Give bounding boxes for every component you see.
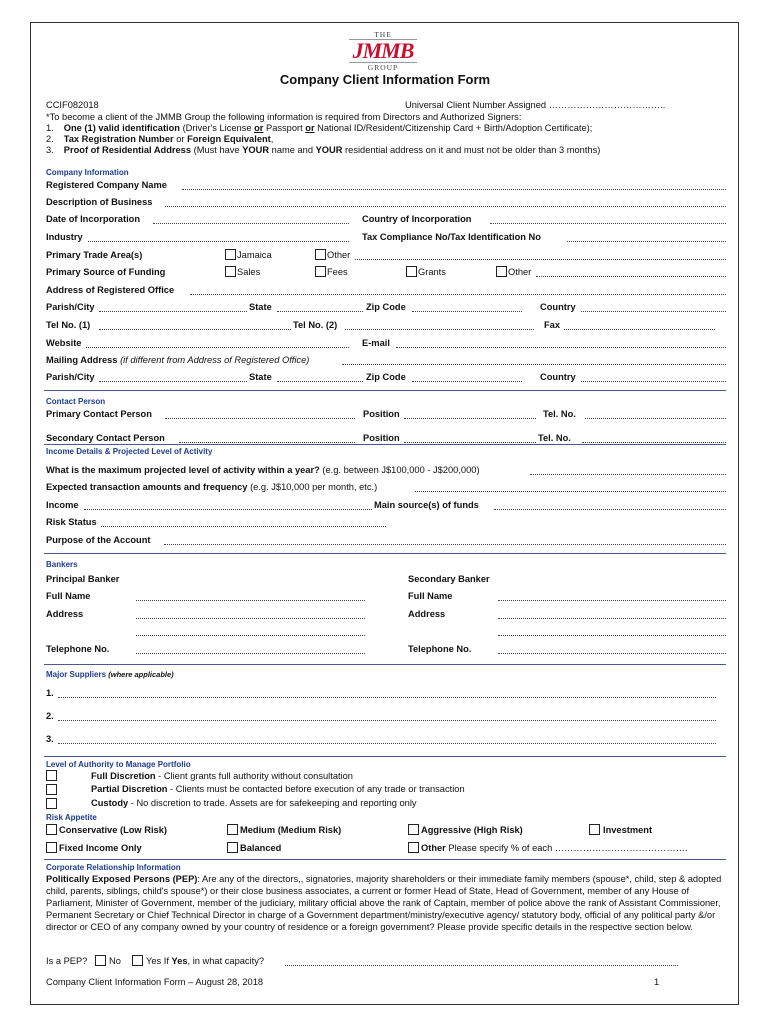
aggressive-checkbox[interactable] [408, 824, 419, 835]
risk-other-checkbox[interactable] [408, 842, 419, 853]
supplier-3-label: 3. [46, 734, 54, 744]
state-field[interactable] [277, 311, 363, 312]
secondary-address-field-2[interactable] [498, 635, 726, 636]
mailing-country-field[interactable] [581, 381, 726, 382]
description-label: Description of Business [46, 197, 153, 207]
risk-other-label: Other Please specify % of each ……………………………………. [421, 843, 688, 853]
country-incorporation-field[interactable] [490, 223, 726, 224]
sales-checkbox[interactable] [225, 266, 236, 277]
form-code: CCIF082018 [46, 100, 99, 110]
sales-label: Sales [237, 267, 261, 277]
tel1-label: Tel No. (1) [46, 320, 91, 330]
state-label: State [249, 302, 272, 312]
authority-heading: Level of Authority to Manage Portfolio [46, 760, 191, 769]
income-heading: Income Details & Projected Level of Activity [46, 447, 213, 456]
jamaica-checkbox[interactable] [225, 249, 236, 260]
supplier-2-field[interactable] [58, 720, 716, 721]
secondary-position-field[interactable] [404, 442, 536, 443]
date-incorporation-field[interactable] [153, 223, 349, 224]
country-incorporation-label: Country of Incorporation [362, 214, 472, 224]
income-field[interactable] [84, 509, 372, 510]
suppliers-heading: Major Suppliers (where applicable) [46, 670, 174, 679]
trade-areas-label: Primary Trade Area(s) [46, 250, 143, 260]
tel1-field[interactable] [99, 329, 291, 330]
industry-label: Industry [46, 232, 83, 242]
principal-full-name-label: Full Name [46, 591, 91, 601]
custody-checkbox[interactable] [46, 798, 57, 809]
secondary-contact-label: Secondary Contact Person [46, 433, 165, 443]
secondary-telephone-field[interactable] [498, 653, 726, 654]
funding-other-checkbox[interactable] [496, 266, 507, 277]
divider-contact [44, 390, 726, 391]
full-discretion-checkbox[interactable] [46, 770, 57, 781]
address-office-label: Address of Registered Office [46, 285, 175, 295]
partial-discretion-checkbox[interactable] [46, 784, 57, 795]
supplier-1-field[interactable] [58, 697, 716, 698]
investment-label: Investment [603, 825, 653, 835]
main-source-label: Main source(s) of funds [374, 500, 479, 510]
divider-bankers [44, 553, 726, 554]
mailing-address-field[interactable] [342, 364, 726, 365]
mailing-parish-label: Parish/City [46, 372, 95, 382]
secondary-tel-label: Tel. No. [538, 433, 571, 443]
registered-name-label: Registered Company Name [46, 180, 167, 190]
principal-banker-label: Principal Banker [46, 574, 120, 584]
balanced-checkbox[interactable] [227, 842, 238, 853]
supplier-1-label: 1. [46, 688, 54, 698]
max-activity-field[interactable] [530, 474, 726, 475]
primary-tel-field[interactable] [585, 418, 726, 419]
tel2-label: Tel No. (2) [293, 320, 338, 330]
jmmb-logo [341, 30, 425, 72]
description-field[interactable] [165, 206, 726, 207]
max-activity-label: What is the maximum projected level of activity within a year? (e.g. between J$100,000 - J$200,000) [46, 465, 480, 475]
full-discretion-option: Full Discretion - Client grants full authority without consultation [91, 771, 353, 781]
pep-no-checkbox[interactable] [95, 955, 106, 966]
secondary-full-name-label: Full Name [408, 591, 453, 601]
secondary-address-field[interactable] [498, 618, 726, 619]
primary-position-label: Position [363, 409, 400, 419]
main-source-field[interactable] [494, 509, 726, 510]
partial-discretion-option: Partial Discretion - Clients must be contacted before execution of any trade or transaction [91, 784, 465, 794]
principal-address-label: Address [46, 609, 84, 619]
fax-field[interactable] [564, 329, 715, 330]
principal-telephone-field[interactable] [136, 653, 365, 654]
investment-checkbox[interactable] [589, 824, 600, 835]
mailing-address-label: Mailing Address (if different from Address of Registered Office) [46, 355, 310, 365]
form-title: Company Client Information Form [279, 72, 491, 87]
primary-contact-label: Primary Contact Person [46, 409, 152, 419]
mailing-zip-label: Zip Code [366, 372, 406, 382]
mailing-state-field[interactable] [277, 381, 363, 382]
secondary-full-name-field[interactable] [498, 600, 726, 601]
zip-label: Zip Code [366, 302, 406, 312]
income-label: Income [46, 500, 79, 510]
divider-authority [44, 756, 726, 757]
bankers-heading: Bankers [46, 560, 78, 569]
divider-suppliers [44, 664, 726, 665]
parish-label: Parish/City [46, 302, 95, 312]
medium-label: Medium (Medium Risk) [240, 825, 342, 835]
logo-bottom: GROUP [349, 62, 417, 72]
divider-corporate [44, 859, 726, 860]
mailing-parish-field[interactable] [99, 381, 247, 382]
country-label: Country [540, 302, 576, 312]
tel2-field[interactable] [345, 329, 534, 330]
form-page [30, 22, 739, 1005]
ucn-field[interactable]: Universal Client Number Assigned ……………………………….. [405, 100, 666, 110]
risk-status-label: Risk Status [46, 517, 97, 527]
country-field[interactable] [581, 311, 726, 312]
logo-main: JMMB [352, 38, 414, 63]
pep-capacity-field[interactable] [285, 965, 678, 966]
grants-checkbox[interactable] [406, 266, 417, 277]
website-field[interactable] [86, 347, 349, 348]
principal-address-field[interactable] [136, 618, 365, 619]
mailing-zip-field[interactable] [412, 381, 522, 382]
registered-name-field[interactable] [182, 189, 726, 190]
contact-heading: Contact Person [46, 397, 106, 406]
mailing-country-label: Country [540, 372, 576, 382]
custody-option: Custody - No discretion to trade. Assets are for safekeeping and reporting only [91, 798, 417, 808]
supplier-2-label: 2. [46, 711, 54, 721]
secondary-address-label: Address [408, 609, 446, 619]
balanced-label: Balanced [240, 843, 282, 853]
tax-compliance-field[interactable] [567, 241, 726, 242]
fax-label: Fax [544, 320, 561, 330]
footer-title: Company Client Information Form – August 28, 2018 [46, 977, 264, 987]
risk-status-field[interactable] [101, 526, 386, 527]
purpose-label: Purpose of the Account [46, 535, 151, 545]
fees-label: Fees [327, 267, 348, 277]
aggressive-label: Aggressive (High Risk) [421, 825, 523, 835]
pep-yes-checkbox[interactable] [132, 955, 143, 966]
email-label: E-mail [362, 338, 390, 348]
primary-position-field[interactable] [404, 418, 536, 419]
secondary-banker-label: Secondary Banker [408, 574, 490, 584]
intro-item-2: 2. Tax Registration Number or Foreign Equivalent, [46, 134, 274, 144]
jamaica-label: Jamaica [237, 250, 272, 260]
industry-field[interactable] [88, 241, 349, 242]
intro-line: *To become a client of the JMMB Group the following information is required from Directors and Authorized Signers: [46, 112, 522, 122]
primary-tel-label: Tel. No. [543, 409, 576, 419]
date-incorporation-label: Date of Incorporation [46, 214, 141, 224]
principal-telephone-label: Telephone No. [46, 644, 110, 654]
risk-heading: Risk Appetite [46, 813, 97, 822]
divider-income [44, 444, 726, 445]
zip-field[interactable] [412, 311, 522, 312]
expected-amounts-label: Expected transaction amounts and frequency (e.g. J$10,000 per month, etc.) [46, 482, 378, 492]
trade-other-field[interactable] [355, 259, 726, 260]
conservative-label: Conservative (Low Risk) [59, 825, 167, 835]
intro-item-3: 3. Proof of Residential Address (Must have YOUR name and YOUR residential address on it and must not be older than 3 months) [46, 145, 601, 155]
grants-label: Grants [418, 267, 446, 277]
trade-other-label: Other [327, 250, 351, 260]
fees-checkbox[interactable] [315, 266, 326, 277]
principal-full-name-field[interactable] [136, 600, 365, 601]
supplier-3-field[interactable] [58, 743, 716, 744]
is-pep-label: Is a PEP? [46, 956, 88, 966]
principal-address-field-2[interactable] [136, 635, 365, 636]
company-info-heading: Company Information [46, 168, 129, 177]
secondary-position-label: Position [363, 433, 400, 443]
source-funding-label: Primary Source of Funding [46, 267, 166, 277]
parish-field[interactable] [99, 311, 247, 312]
email-field[interactable] [396, 347, 726, 348]
expected-amounts-field[interactable] [415, 491, 726, 492]
tax-compliance-label: Tax Compliance No/Tax Identification No [362, 232, 541, 242]
fixed-income-label: Fixed Income Only [59, 843, 142, 853]
logo-top: THE [349, 30, 417, 40]
secondary-contact-field[interactable] [179, 442, 355, 443]
trade-other-checkbox[interactable] [315, 249, 326, 260]
medium-checkbox[interactable] [227, 824, 238, 835]
funding-other-field[interactable] [536, 276, 726, 277]
conservative-checkbox[interactable] [46, 824, 57, 835]
pep-paragraph: Politically Exposed Persons (PEP): Are any of the directors,, signatories, majority shareholders or their immediate family members (spouse*, child, step & adopted child, parents, siblings, child's spouse*) or their close business associates, a current or former Head of State, Head of Government, member of any House of Parliament, Minister of Government, member of the judiciary, military official above the rank of Captain, member of police above the rank of Assistant Commissioner, Permanent Secretary or Chief Technical Director in charge of a Government department/ministry/executive agency/ statutory body, official of any political party &/or director or CEO of any company owned by your country of residence or a foreign government? Please provide specific details in the respective section below. [46, 874, 722, 932]
secondary-tel-field[interactable] [582, 442, 726, 443]
intro-item-1: 1. One (1) valid identification (Driver's License or Passport or National ID/Resident/Citizenship Card + Birth/Adoption Certificate); [46, 123, 593, 133]
mailing-state-label: State [249, 372, 272, 382]
pep-yes-label: Yes If Yes, in what capacity? [146, 956, 265, 966]
secondary-telephone-label: Telephone No. [408, 644, 472, 654]
corporate-heading: Corporate Relationship Information [46, 863, 181, 872]
page-number: 1 [654, 977, 660, 987]
purpose-field[interactable] [164, 544, 726, 545]
fixed-income-checkbox[interactable] [46, 842, 57, 853]
website-label: Website [46, 338, 82, 348]
pep-no-label: No [109, 956, 121, 966]
funding-other-label: Other [508, 267, 532, 277]
primary-contact-field[interactable] [165, 418, 355, 419]
address-office-field[interactable] [190, 294, 726, 295]
